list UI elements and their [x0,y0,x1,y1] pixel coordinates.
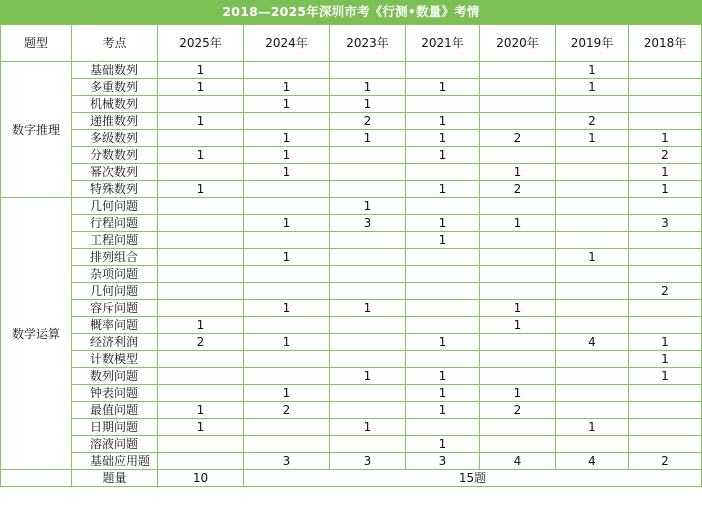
count-cell [629,79,702,96]
count-cell [556,164,629,181]
count-cell [406,198,480,215]
count-cell: 2 [158,334,244,351]
table-row [1,385,702,402]
count-cell: 3 [406,453,480,470]
count-cell [330,232,406,249]
count-cell [556,300,629,317]
count-cell [244,266,330,283]
topic-cell: 特殊数列 [72,181,158,198]
count-cell [244,232,330,249]
count-cell [480,147,556,164]
count-cell [556,351,629,368]
count-cell: 1 [406,334,480,351]
topic-cell: 容斥问题 [72,300,158,317]
count-cell [330,317,406,334]
header-point: 考点 [72,25,158,62]
count-cell: 1 [330,419,406,436]
count-cell [406,266,480,283]
count-cell: 2 [629,147,702,164]
count-cell [629,300,702,317]
count-cell [244,113,330,130]
count-cell [244,436,330,453]
count-cell: 4 [556,453,629,470]
count-cell: 1 [556,130,629,147]
topic-cell: 工程问题 [72,232,158,249]
topic-cell: 基础数列 [72,62,158,79]
count-cell: 1 [244,96,330,113]
count-cell [244,368,330,385]
count-cell: 1 [629,368,702,385]
count-cell [556,402,629,419]
count-cell: 1 [480,385,556,402]
topic-cell: 机械数列 [72,96,158,113]
total-spacer [1,470,72,487]
count-cell [556,198,629,215]
count-cell [406,317,480,334]
table-row [1,266,702,283]
count-cell [406,164,480,181]
total-others: 15题 [244,470,702,487]
count-cell: 1 [629,181,702,198]
count-cell [556,96,629,113]
count-cell [244,283,330,300]
count-cell: 2 [556,113,629,130]
count-cell [330,436,406,453]
count-cell [158,130,244,147]
count-cell: 1 [244,215,330,232]
count-cell [330,385,406,402]
count-cell [556,147,629,164]
count-cell [158,266,244,283]
table-row [1,113,702,130]
count-cell [480,96,556,113]
header-type: 题型 [1,25,72,62]
count-cell [480,232,556,249]
total-row [1,470,702,487]
count-cell: 1 [330,130,406,147]
count-cell: 1 [158,317,244,334]
count-cell [629,419,702,436]
count-cell [480,266,556,283]
table-row [1,351,702,368]
count-cell [629,113,702,130]
table-row [1,402,702,419]
topic-cell: 日期问题 [72,419,158,436]
count-cell [330,334,406,351]
header-year-2025: 2025年 [158,25,244,62]
topic-cell: 多级数列 [72,130,158,147]
count-cell [556,317,629,334]
topic-cell: 最值问题 [72,402,158,419]
topic-cell: 数列问题 [72,368,158,385]
count-cell [158,283,244,300]
count-cell [480,249,556,266]
count-cell [244,181,330,198]
count-cell: 1 [556,79,629,96]
count-cell [480,436,556,453]
count-cell: 1 [244,385,330,402]
count-cell: 1 [629,164,702,181]
table-row [1,300,702,317]
count-cell [330,351,406,368]
count-cell: 1 [406,232,480,249]
count-cell [629,232,702,249]
count-cell [556,283,629,300]
table-row [1,79,702,96]
count-cell: 1 [406,436,480,453]
count-cell [480,283,556,300]
count-cell [629,436,702,453]
table-row [1,249,702,266]
header-year-2021: 2021年 [406,25,480,62]
topic-cell: 分数数列 [72,147,158,164]
table-title: 2018—2025年深圳市考《行测•数量》考情 [0,0,702,24]
count-cell [556,232,629,249]
count-cell [158,351,244,368]
count-cell [330,249,406,266]
header-year-2019: 2019年 [556,25,629,62]
count-cell: 2 [330,113,406,130]
count-cell: 1 [244,164,330,181]
count-cell: 1 [406,368,480,385]
table-row [1,368,702,385]
count-cell [158,96,244,113]
count-cell: 1 [244,334,330,351]
count-cell: 4 [480,453,556,470]
count-cell: 2 [244,402,330,419]
topic-cell: 杂项问题 [72,266,158,283]
count-cell [480,368,556,385]
topic-cell: 幂次数列 [72,164,158,181]
count-cell: 1 [330,300,406,317]
topic-cell: 溶液问题 [72,436,158,453]
total-2025: 10 [158,470,244,487]
count-cell [406,62,480,79]
count-cell: 1 [480,164,556,181]
topic-cell: 钟表问题 [72,385,158,402]
count-cell [480,351,556,368]
count-cell [480,113,556,130]
count-cell: 1 [406,130,480,147]
total-label: 题量 [72,470,158,487]
header-year-2023: 2023年 [330,25,406,62]
table-row [1,436,702,453]
count-cell [330,164,406,181]
count-cell [406,96,480,113]
count-cell: 1 [158,419,244,436]
count-cell [330,147,406,164]
count-cell [158,436,244,453]
count-cell: 1 [406,181,480,198]
count-cell [158,368,244,385]
header-year-2020: 2020年 [480,25,556,62]
count-cell: 1 [330,368,406,385]
count-cell [244,419,330,436]
count-cell: 1 [330,79,406,96]
table-row [1,62,702,79]
table-row [1,164,702,181]
count-cell: 1 [556,62,629,79]
count-cell [158,215,244,232]
count-cell [330,283,406,300]
count-cell [330,181,406,198]
count-cell [158,232,244,249]
count-cell [480,62,556,79]
count-cell [158,453,244,470]
count-cell: 1 [158,147,244,164]
count-cell: 1 [406,215,480,232]
count-cell: 1 [158,113,244,130]
topic-cell: 递推数列 [72,113,158,130]
topic-cell: 几何问题 [72,283,158,300]
count-cell: 1 [158,79,244,96]
count-cell: 1 [629,130,702,147]
table-row [1,317,702,334]
count-cell: 3 [330,215,406,232]
count-cell [330,402,406,419]
header-year-2024: 2024年 [244,25,330,62]
count-cell: 1 [330,96,406,113]
count-cell [629,402,702,419]
topic-cell: 计数模型 [72,351,158,368]
count-cell [406,300,480,317]
count-cell: 3 [330,453,406,470]
table-body [1,62,702,470]
count-cell [330,266,406,283]
count-cell [480,79,556,96]
count-cell [244,351,330,368]
count-cell [480,334,556,351]
topic-cell: 几何问题 [72,198,158,215]
count-cell: 2 [480,181,556,198]
count-cell [556,385,629,402]
count-cell [158,300,244,317]
topic-cell: 经济利润 [72,334,158,351]
topic-cell: 基础应用题 [72,453,158,470]
count-cell [629,198,702,215]
count-cell [629,266,702,283]
count-cell [556,368,629,385]
count-cell [629,96,702,113]
count-cell: 1 [406,113,480,130]
category-cell: 数字推理 [1,62,72,198]
table-row [1,181,702,198]
count-cell: 1 [244,249,330,266]
count-cell: 1 [244,147,330,164]
count-cell [556,215,629,232]
topic-cell: 多重数列 [72,79,158,96]
count-cell [244,62,330,79]
count-cell: 1 [406,402,480,419]
count-cell [158,249,244,266]
count-cell: 1 [158,402,244,419]
count-cell: 3 [244,453,330,470]
count-cell: 1 [480,317,556,334]
table-row [1,232,702,249]
count-cell [629,62,702,79]
topic-cell: 行程问题 [72,215,158,232]
count-cell [556,436,629,453]
count-cell: 1 [158,62,244,79]
count-cell [330,62,406,79]
count-cell [629,385,702,402]
topic-cell: 概率问题 [72,317,158,334]
table-row [1,198,702,215]
count-cell: 1 [406,147,480,164]
count-cell: 1 [629,351,702,368]
count-cell [244,317,330,334]
count-cell [480,198,556,215]
count-cell: 1 [244,130,330,147]
count-cell: 2 [480,130,556,147]
table-row [1,96,702,113]
count-cell [629,317,702,334]
count-cell: 3 [629,215,702,232]
table-row [1,215,702,232]
count-cell: 1 [556,419,629,436]
table-row [1,283,702,300]
count-cell: 1 [480,215,556,232]
category-cell: 数学运算 [1,198,72,470]
count-cell [406,283,480,300]
count-cell: 1 [406,79,480,96]
count-cell [158,385,244,402]
count-cell [158,164,244,181]
count-cell: 2 [629,453,702,470]
count-cell: 1 [406,385,480,402]
count-cell [244,198,330,215]
count-cell [480,419,556,436]
table-row [1,147,702,164]
count-cell: 1 [556,249,629,266]
count-cell [406,351,480,368]
count-cell: 2 [480,402,556,419]
count-cell: 4 [556,334,629,351]
topic-cell: 排列组合 [72,249,158,266]
table-row [1,419,702,436]
header-year-2018: 2018年 [629,25,702,62]
count-cell: 1 [244,300,330,317]
exam-stats-table [0,24,702,487]
header-row [1,25,702,62]
count-cell: 1 [158,181,244,198]
count-cell: 2 [629,283,702,300]
count-cell [556,266,629,283]
count-cell [158,198,244,215]
table-row [1,453,702,470]
count-cell [406,419,480,436]
count-cell [629,249,702,266]
count-cell: 1 [629,334,702,351]
count-cell: 1 [244,79,330,96]
table-row [1,130,702,147]
table-row [1,334,702,351]
count-cell: 1 [330,198,406,215]
count-cell [406,249,480,266]
count-cell: 1 [480,300,556,317]
count-cell [556,181,629,198]
